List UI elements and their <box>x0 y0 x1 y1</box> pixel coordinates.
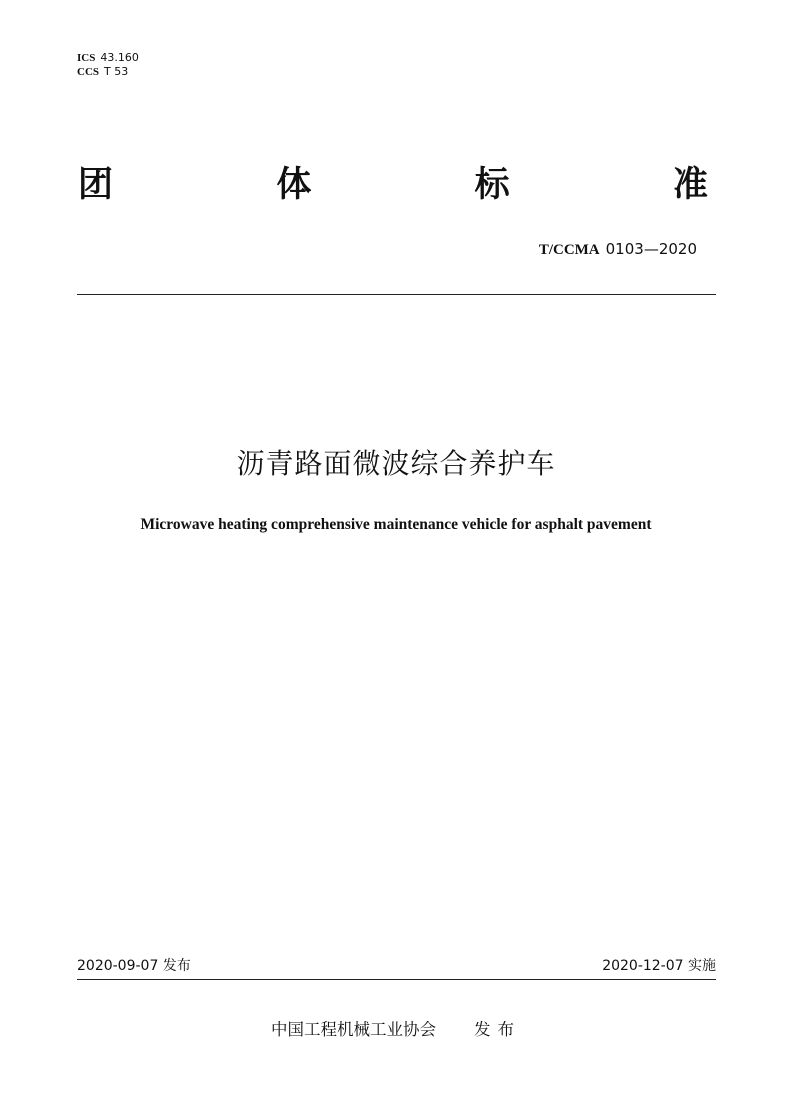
publisher-org: 中国工程机械工业协会 <box>271 1020 436 1039</box>
publisher-line <box>0 1018 792 1042</box>
publish-date: 2020-09-07 发布 <box>77 958 191 974</box>
ics-value: 43.160 <box>100 51 139 64</box>
title-chinese: 沥青路面微波综合养护车 <box>236 447 556 480</box>
top-divider <box>77 294 716 295</box>
ccs-label: CCS <box>77 66 100 78</box>
standard-prefix: T/CCMA <box>538 242 600 258</box>
title-english: Microwave heating comprehensive maintenance vehicle for asphalt pavement <box>140 516 652 533</box>
document-type-heading <box>78 160 708 210</box>
ccs-value: T 53 <box>104 65 129 78</box>
ics-label: ICS <box>77 52 96 64</box>
heading-char-1: 团 <box>78 165 114 205</box>
standard-number-value: 0103—2020 <box>605 240 697 258</box>
heading-char-4: 准 <box>672 165 708 205</box>
bottom-divider <box>77 979 716 980</box>
publisher-action: 发布 <box>474 1020 521 1039</box>
ics-code <box>77 52 139 64</box>
heading-char-2: 体 <box>276 165 312 205</box>
ccs-code <box>77 66 128 78</box>
effective-date: 2020-12-07 实施 <box>602 958 716 974</box>
heading-char-3: 标 <box>474 165 510 205</box>
standard-number <box>539 240 697 259</box>
